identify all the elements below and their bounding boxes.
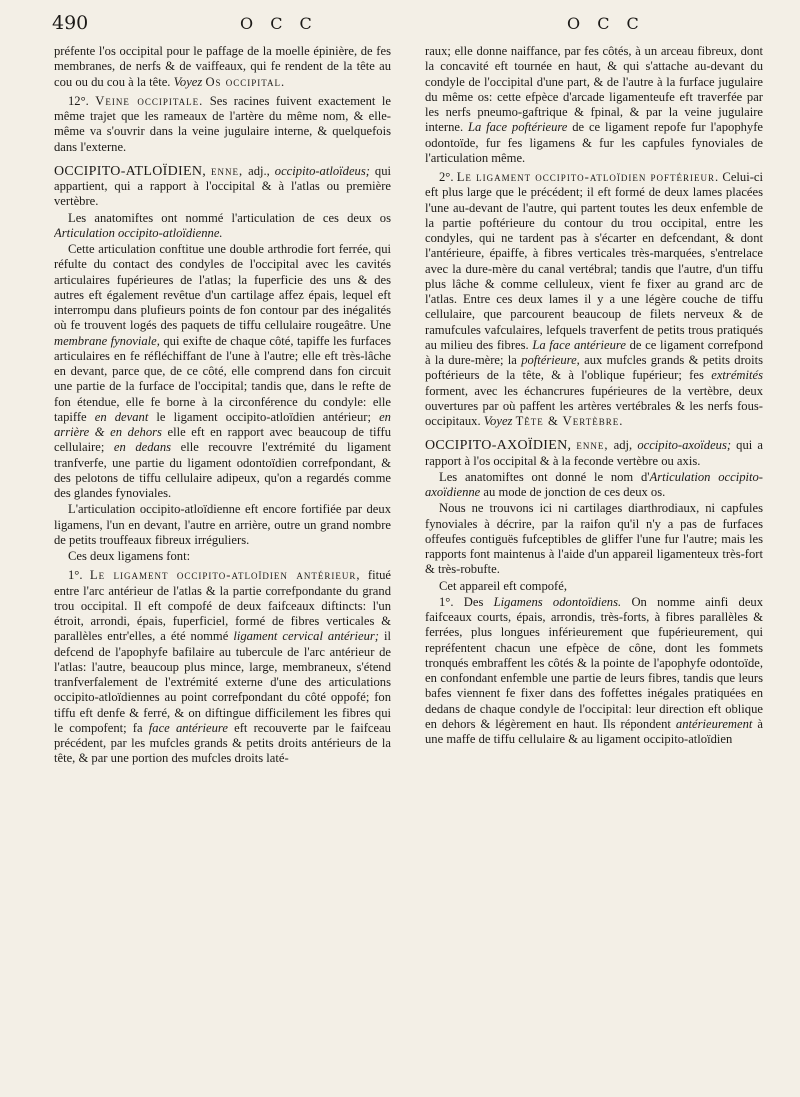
dictionary-entry: OCCIPITO-ATLOÏDIEN, enne, adj., occipito-atloïdeus; qui appartient, qui a rapport à l'occipital & à l'atlas ou première vertèbre. (54, 163, 391, 209)
paragraph: 1°. Le ligament occipito-atloïdien antérieur, fitué entre l'arc antérieur de l'atlas & la partie correfpondante du grand trou occipital. Il eft compofé de deux faifceaux diftincts: l'un étroit, arrondi, épais, fuperficiel, formé de fibres verticales & parallèles entr'elles, a été nommé ligament cervical antérieur; il defcend de l'apophyfe bafilaire au tubercule de l'arc antérieur de l'atlas: l'autre, beaucoup plus mince, large, membraneux, s'étend tranfverfalement de l'extrémité externe d'une des articulations occipito-atloïdiennes au point correfpondant du côté oppofé; fon tiffu eft denfe & ferré, & on diftingue difficilement les fibres qui le compofent; fa face antérieure eft recouverte par le faifceau précédent, par les mufcles grands & petits droits antérieurs de la tête, & par une portion des mufcles droits laté- (54, 568, 391, 766)
paragraph: préfente l'os occipital pour le paffage de la moelle épinière, de fes membranes, de nerfs & de vaiffeaux, qui fe rendent de la tête au cou ou du cou à la tête. Voyez Os occipital. (54, 44, 391, 89)
subheading: Veine occipitale. (95, 93, 204, 108)
right-column (425, 44, 763, 1084)
entry-headword: OCCIPITO-AXOÏDIEN, (425, 438, 572, 454)
paragraph: Les anatomiftes ont donné le nom d'Articulation occipito-axoïdienne au mode de jonction de ces deux os. (425, 469, 763, 499)
page-number: 490 (52, 12, 89, 34)
paragraph: Ces deux ligamens font: (68, 549, 191, 563)
paragraph: 1°. Des Ligamens odontoïdiens. On nomme ainfi deux faifceaux courts, épais, arrondis, très-forts, à fibres parallèles & ferrées, plus longues inférieurement que fupérieurement, qui repréfentent chacun une efpèce de cône, dont les fommets tronqués embraffent les côtés & la pointe de l'apophyfe odontoïde, en confondant enfemble une partie de leurs fibres, tandis que leurs bafes viennent fe fixer dans des foffettes inégales pratiquées en dedans de chaque condyle de l'occipital: leur direction eft oblique en dehors & légèrement en haut. Ils répondent antérieurement à une maffe de tiffu cellulaire & au ligament occipito-atloïdien (425, 594, 763, 746)
paragraph: raux; elle donne naiffance, par fes côtés, à un arceau fibreux, dont la concavité eft tournée en haut, & qui s'attache au-devant du condyle de l'occipital d'une part, & de l'autre à la furface jugulaire du même os: cette efpèce d'arcade ligamenteufe eft traverfée par les nerfs pneumo-gaftrique & fpinal, & par la veine jugulaire interne. La face poftérieure de ce ligament repofe fur l'apophyfe odontoïde, fur fes ligamens & fur les capfules fynoviales de l'articulation même. (425, 44, 763, 165)
dictionary-entry: OCCIPITO-AXOÏDIEN, enne, adj, occipito-axoïdeus; qui a rapport à l'os occipital & à la feconde vertèbre ou axis. (425, 438, 763, 468)
left-column (54, 44, 391, 1084)
paragraph: 12°. Veine occipitale. Ses racines fuivent exactement le même trajet que les rameaux de l'artère du même nom, & elle-même va s'ouvrir dans la veine jugulaire interne, & quelquefois dans l'externe. (54, 93, 391, 154)
subheading: Le ligament occipito-atloïdien antérieur, (89, 568, 361, 583)
subheading: Le ligament occipito-atloïdien poftérieur. (456, 170, 720, 184)
paragraph: Les anatomiftes ont nommé l'articulation de ces deux os Articulation occipito-atloïdienne. (54, 210, 391, 240)
paragraph: L'articulation occipito-atloïdienne eft encore fortifiée par deux ligamens, l'un en devant, l'autre en arrière, outre un grand nombre de petits trouffeaux fibreux irréguliers. (54, 502, 391, 547)
paragraph: 2°. Le ligament occipito-atloïdien poftérieur. Celui-ci eft plus large que le précédent; il eft formé de deux lames placées l'une au-devant de l'autre, qui partent toutes les deux enfemble de la partie poftérieure du contour du trou occipital, entre les condyles, qui ne tardent pas à s'écarter en defcendant, & dont l'antérieure, épaiffe, à fibres verticales très-marquées, s'entrelace avec la dure-mère du canal vertébral; tandis que l'autre, d'un tiffu plus lâche & comme celluleux, vient fe fixer au grand arc de l'atlas. Entre ces deux lames il y a une légère couche de tiffu cellulaire, que parcourent beaucoup de filets nerveux & de ramufcules vafculaires, lefquels traverfent de petits trous pratiqués au milieu des fibres. La face antérieure de ce ligament correfpond à la dure-mère; la poftérieure, aux mufcles grands & petits droits poftérieurs de la tête, & à l'oblique fupérieur; fes extrémités forment, avec les échancrures fupérieures de la vertèbre, deux ouvertures par où paffent les artères vertébrales & les nerfs fous-occipitaux. Voyez Tête & Vertèbre. (425, 170, 763, 428)
running-head-right: O C C (567, 14, 645, 33)
running-head-left: O C C (240, 14, 318, 33)
page-header (0, 12, 800, 40)
paragraph: Cette articulation conftitue une double arthrodie fort ferrée, qui réfulte du contact des condyles de l'occipital avec les cavités articulaires fupérieures de l'atlas; la fuperficie des uns & des autres eft également revêtue d'un cartilage affez épais, lequel eft interrompu dans plufieurs points de fon contour par des inégalités où fe trouvent logés des paquets de tiffu cellulaire rougeâtre. Une membrane fynoviale, qui exifte de chaque côté, tapiffe les furfaces articulaires en fe réfléchiffant de l'une à l'autre; elle eft très-lâche en devant, parce que, de ce côté, elle comprend dans fon circuit une partie de la furface de l'occipital; tandis que, dans le refte de fon étendue, elle fe borne à la circonférence du condyle: elle tapiffe en devant le ligament occipito-atloïdien antérieur; en arrière & en dehors elle eft en rapport avec beaucoup de tiffu cellulaire; en dedans elle recouvre l'extrémité du ligament tranfverfe, une partie du ligament odontoïdien correfpondant, & des pelotons de tiffu cellulaire adipeux, qu'on a regardés comme des glandes fynoviales. (54, 242, 391, 500)
entry-headword: OCCIPITO-ATLOÏDIEN, (54, 163, 207, 179)
paragraph: Nous ne trouvons ici ni cartilages diarthrodiaux, ni capfules fynoviales à décrire, par la raifon qu'il n'y a pas de furfaces offeufes contiguës fufceptibles de gliffer l'une fur l'autre; mais les rapports font maintenus à l'aide d'un appareil ligamenteux très-fort & très-robufte. (425, 501, 763, 577)
paragraph: Cet appareil eft compofé, (439, 578, 567, 593)
